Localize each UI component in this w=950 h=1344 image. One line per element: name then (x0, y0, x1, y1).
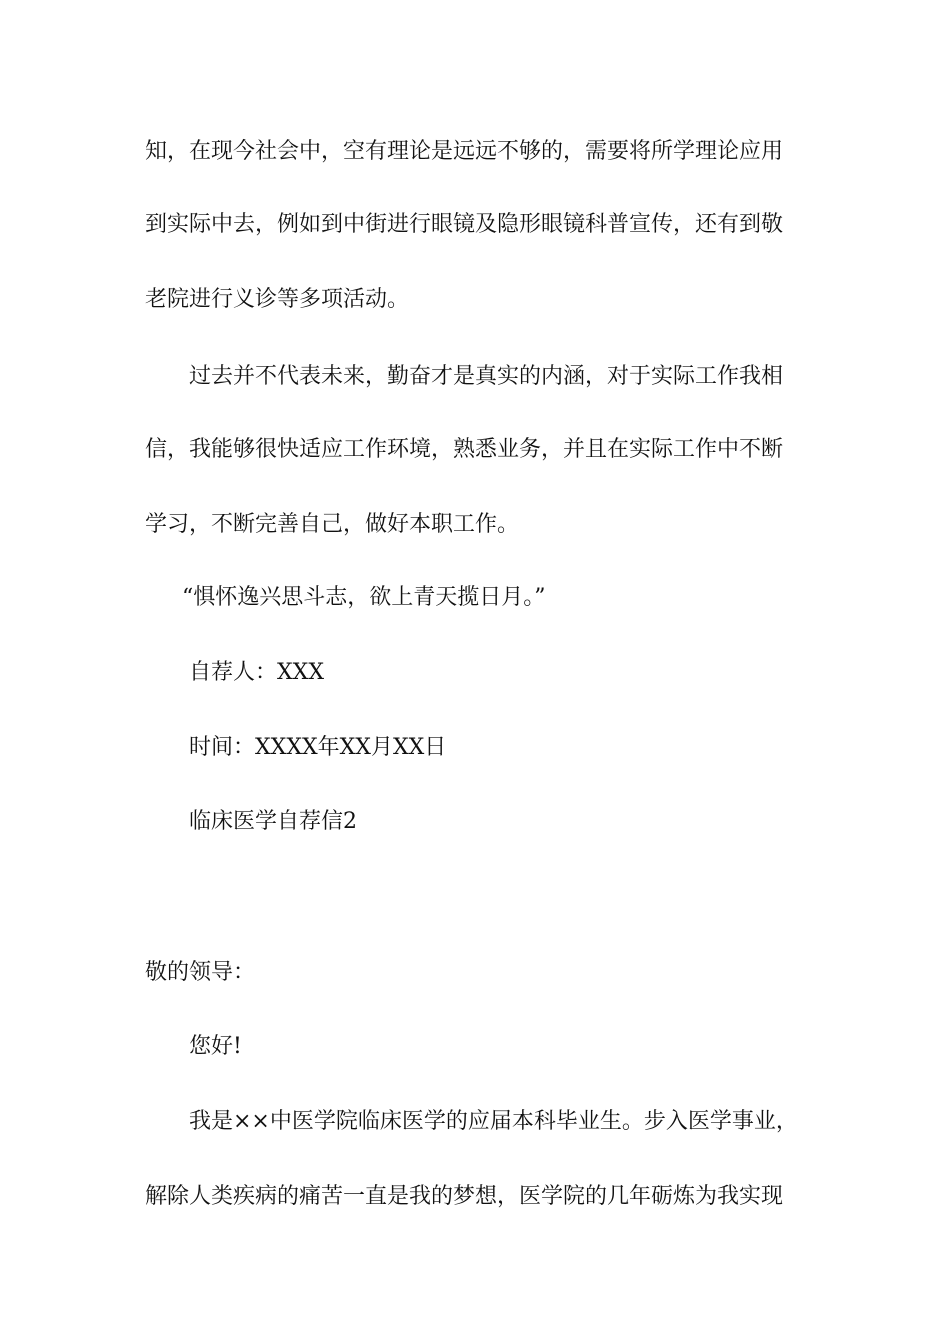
paragraph-line: 学习，不断完善自己，做好本职工作。 (145, 512, 520, 537)
letter-title: 临床医学自荐信2 (189, 809, 357, 834)
paragraph-line: 老院进行义诊等多项活动。 (145, 287, 410, 312)
quote-line: “惧怀逸兴思斗志，欲上青天揽日月。” (182, 585, 546, 610)
paragraph-line: 信，我能够很快适应工作环境，熟悉业务，并且在实际工作中不断 (145, 437, 784, 462)
greeting-line: 您好! (189, 1034, 242, 1059)
paragraph-line: 知，在现今社会中，空有理论是远远不够的，需要将所学理论应用 (145, 139, 784, 164)
signature-line: 自荐人：XXX (189, 660, 324, 685)
salutation-line: 敬的领导： (145, 960, 256, 985)
paragraph-line: 我是××中医学院临床医学的应届本科毕业生。步入医学事业， (189, 1109, 798, 1134)
paragraph-line: 解除人类疾病的痛苦一直是我的梦想，医学院的几年砺炼为我实现 (145, 1184, 784, 1209)
date-line: 时间：XXXX年XX月XX日 (189, 735, 447, 760)
paragraph-line: 到实际中去，例如到中街进行眼镜及隐形眼镜科普宣传，还有到敬 (145, 212, 784, 237)
paragraph-line: 过去并不代表未来，勤奋才是真实的内涵，对于实际工作我相 (189, 364, 784, 389)
